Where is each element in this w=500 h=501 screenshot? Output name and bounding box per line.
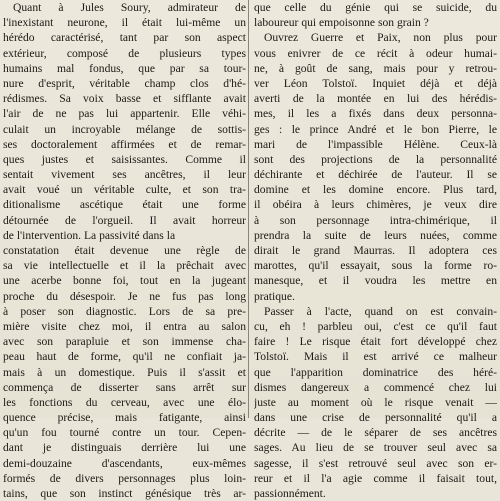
text-line: culait un incroyable mélange de sottis- xyxy=(3,122,246,136)
text-line: tains, que son instinct génésique très ar- xyxy=(3,487,246,500)
text-line: reur et il l'a agie comme il faisait tout, xyxy=(254,471,497,485)
text-line: sentait vivement ses ancêtres, il leur xyxy=(3,168,246,182)
text-line: dismes dangereux a commencé chez lui xyxy=(254,380,497,394)
text-line: que l'apparition dominatrice des héré- xyxy=(254,365,497,379)
right-text-column xyxy=(254,0,497,501)
text-line: mière visite chez moi, il entra au salon xyxy=(3,319,246,333)
text-line: formés de divers personnages plus loin- xyxy=(3,471,246,485)
text-line: l'inexistant neurone, il était lui-même un xyxy=(3,16,246,30)
text-line: qu'un fou tourné contre un tour. Cepen- xyxy=(3,426,246,440)
text-line: dirait le grand Maurras. Il adoptera ces xyxy=(254,244,497,257)
text-line: il obéira à leurs chimères, je veux dire xyxy=(254,198,497,212)
text-line: ges : le prince André et le bon Pierre, le xyxy=(254,122,497,136)
text-line: prendra la suite de leurs nuées, comme xyxy=(254,228,497,242)
text-line: mais à un domestique. Puis il s'assit et xyxy=(3,365,246,379)
text-line: mes, il les a fixés dans deux personna- xyxy=(254,107,497,121)
text-line: une acerbe bonne foi, tout en la jugeant xyxy=(3,274,246,288)
text-line: vous enivrer de ce récit à odeur humai- xyxy=(254,46,497,60)
text-line: que celle du génie qui se suicide, du xyxy=(254,1,497,14)
text-line: ver Léon Tolstoï. Inquiet déjà et déjà xyxy=(254,76,497,90)
text-line: avait voué un véritable culte, et son tra- xyxy=(3,183,246,197)
text-line: proche du désespoir. Je ne fus pas long xyxy=(3,289,246,303)
left-text-column xyxy=(3,0,246,501)
text-line: Passer à l'acte, quand on est convain- xyxy=(264,304,497,318)
text-line: déchirante et déchirée de l'auteur. Il se xyxy=(254,168,497,182)
text-line: marottes, qu'il essayait, sous la forme ro- xyxy=(254,259,497,273)
text-line: faire ! Le risque était fort développé chez xyxy=(254,335,497,349)
text-line: laboureur qui empoisonne son grain ? xyxy=(254,16,429,30)
text-line: ques justes et saisissantes. Comme il xyxy=(3,152,246,166)
text-line: manesque, et il voudra les mettre en xyxy=(254,274,497,288)
text-line: nure d'esprit, véritable champ clos d'hé- xyxy=(3,76,246,90)
column-divider xyxy=(248,0,249,418)
text-line: rédismes. Sa voix basse et sifflante avait xyxy=(3,92,246,106)
text-line: l'air de ne pas lui appartenir. Elle véhi- xyxy=(3,107,246,121)
text-line: averti de la montée en lui des hérédis- xyxy=(254,92,497,106)
text-line: décrite — de le séparer de ses ancêtres xyxy=(254,426,497,440)
text-line: ditionalisme ascétique était une forme xyxy=(3,198,246,212)
text-line: pratique. xyxy=(254,289,295,303)
text-line: sont des projections de la personnalité xyxy=(254,152,497,166)
text-line: mari de l'impassible Hélène. Ceux-là xyxy=(254,137,497,151)
text-line: juste au moment où le risque venait — xyxy=(254,395,497,409)
text-line: à poser son diagnostic. Lors de sa pre- xyxy=(3,304,246,318)
text-line: hérédo caractérisé, tant par son aspect xyxy=(3,31,246,45)
text-line: Ouvrez Guerre et Paix, non plus pour xyxy=(264,31,497,45)
text-line: dant je distinguais derrière lui une xyxy=(3,441,246,455)
text-line: détournée de l'orgueil. Il avait horreur xyxy=(3,213,246,227)
text-line: sa vie intellectuelle et il la prêchait avec xyxy=(3,259,246,273)
text-line: ses doctoralement affirmées et de remar- xyxy=(3,137,246,151)
text-line: passionnément. xyxy=(254,487,326,500)
text-line: à son personnage intra-chimérique, il xyxy=(254,213,497,227)
text-line: dans une crise de personnalité qu'il a xyxy=(254,411,497,425)
text-line: les fonctions du cerveau, avec une élo- xyxy=(3,395,246,409)
text-line: peau haut de forme, qu'il ne confiait ja- xyxy=(3,350,246,364)
text-line: constatation était devenue une règle de xyxy=(3,244,246,257)
text-line: Tolstoï. Mais il est arrivé ce malheur xyxy=(254,350,497,364)
text-line: Quant à Jules Soury, admirateur de xyxy=(13,1,246,14)
text-line: cu, eh ! parbleu oui, c'est ce qu'il faut xyxy=(254,319,497,333)
text-line: domine et les domine encore. Plus tard, xyxy=(254,183,497,197)
text-line: ne, à goût de sang, mais pour y retrou- xyxy=(254,61,497,75)
text-line: extérieur, composé de plusieurs types xyxy=(3,46,246,60)
text-line: de l'intervention. La passivité dans la xyxy=(3,228,176,242)
text-line: commença de disserter sans arrêt sur xyxy=(3,380,246,394)
text-line: humains mal fondus, que par sa tour- xyxy=(3,61,246,75)
text-line: sages. Au lieu de se trouver seul avec sa xyxy=(254,441,497,455)
text-line: sagesse, il s'est retrouvé seul avec son er- xyxy=(254,456,497,470)
text-line: demi-douzaine d'ascendants, eux-mêmes xyxy=(3,456,246,470)
text-line: quence précise, mais fatigante, ainsi xyxy=(3,411,246,425)
text-line: avec son parapluie et son immense cha- xyxy=(3,335,246,349)
